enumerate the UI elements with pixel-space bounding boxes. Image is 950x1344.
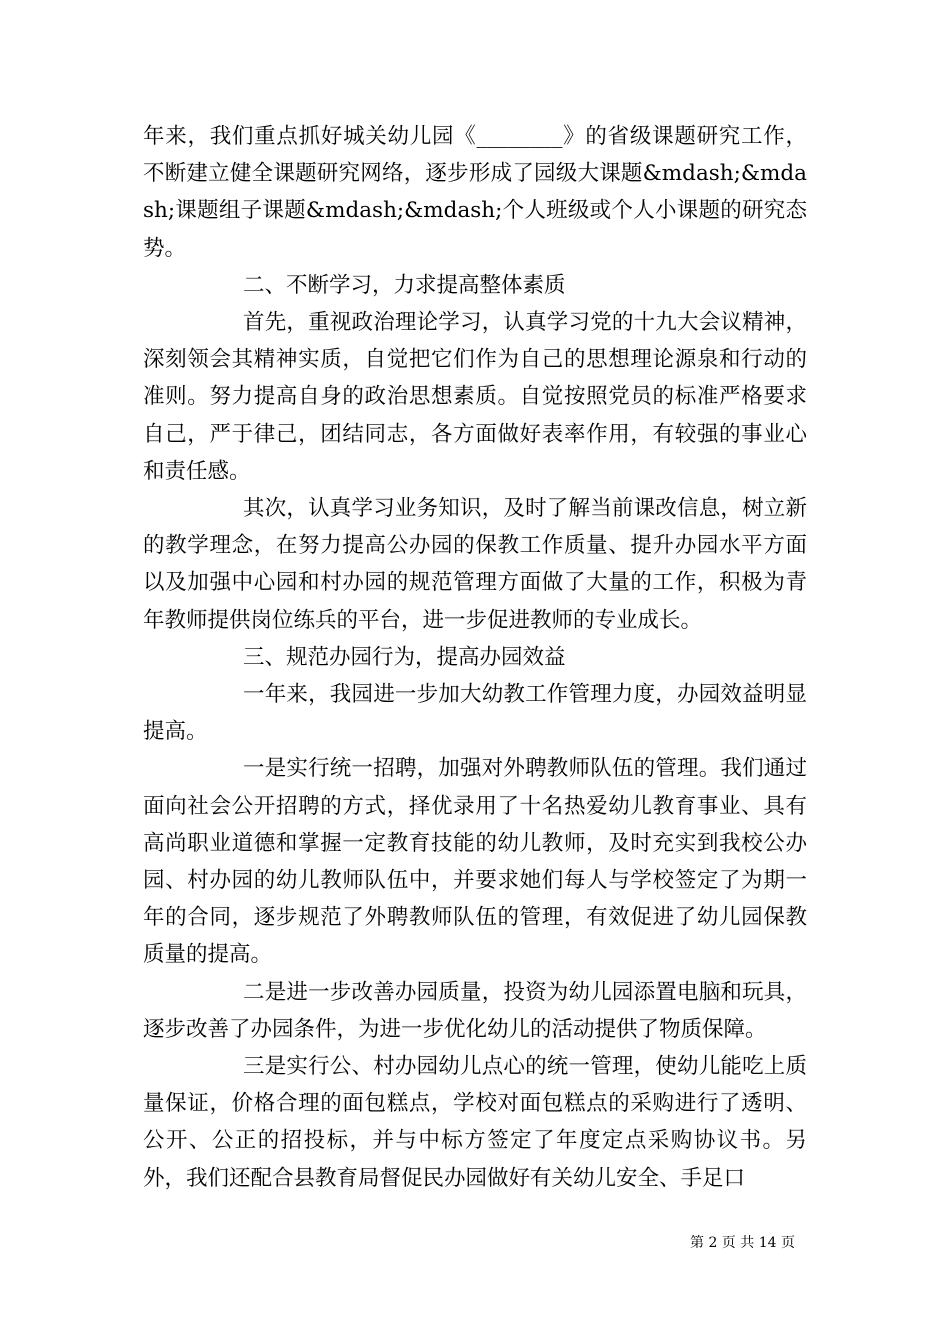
document-body (143, 118, 807, 1197)
paragraph-4: 其次，认真学习业务知识，及时了解当前课改信息，树立新的教学理念，在努力提高公办园的保教工作质量、提升办园水平方面以及加强中心园和村办园的规范管理方面做了大量的工作，积极为青年教师提供岗位练兵的平台，进一步促进教师的专业成长。 (143, 496, 807, 633)
paragraph-9: 三是实行公、村办园幼儿点心的统一管理，使幼儿能吃上质量保证，价格合理的面包糕点，学校对面包糕点的采购进行了透明、公开、公正的招投标，并与中标方签定了年度定点采购协议书。另外，我们还配合县教育局督促民办园做好有关幼儿安全、手足口 (143, 1054, 807, 1191)
paragraph-8: 二是进一步改善办园质量，投资为幼儿园添置电脑和玩具，逐步改善了办园条件，为进一步优化幼儿的活动提供了物质保障。 (143, 979, 807, 1042)
paragraph-7: 一是实行统一招聘，加强对外聘教师队伍的管理。我们通过面向社会公开招聘的方式，择优录用了十名热爱幼儿教育事业、具有高尚职业道德和掌握一定教育技能的幼儿教师，及时充实到我校公办园、村办园的幼儿教师队伍中，并要求她们每人与学校签定了为期一年的合同，逐步规范了外聘教师队伍的管理，有效促进了幼儿园保教质量的提高。 (143, 756, 807, 968)
page-number-footer: 第 2 页 共 14 页 (690, 1235, 795, 1251)
section-heading-2: 二、不断学习，力求提高整体素质 (243, 272, 566, 298)
paragraph-3: 首先，重视政治理论学习，认真学习党的十九大会议精神，深刻领会其精神实质，自觉把它们作为自己的思想理论源泉和行动的准则。努力提高自身的政治思想素质。自觉按照党员的标准严格要求自己，严于律己，团结同志，各方面做好表率作用，有较强的事业心和责任感。 (143, 310, 807, 484)
section-heading-3: 三、规范办园行为，提高办园效益 (243, 644, 566, 670)
paragraph-1: 年来，我们重点抓好城关幼儿园《________》的省级课题研究工作，不断建立健全课题研究网络，逐步形成了园级大课题&mdash;&mdash;课题组子课题&mdash;&mdash;个人班级或个人小课题的研究态势。 (143, 124, 807, 261)
paragraph-6: 一年来，我园进一步加大幼教工作管理力度，办园效益明显提高。 (143, 682, 807, 745)
